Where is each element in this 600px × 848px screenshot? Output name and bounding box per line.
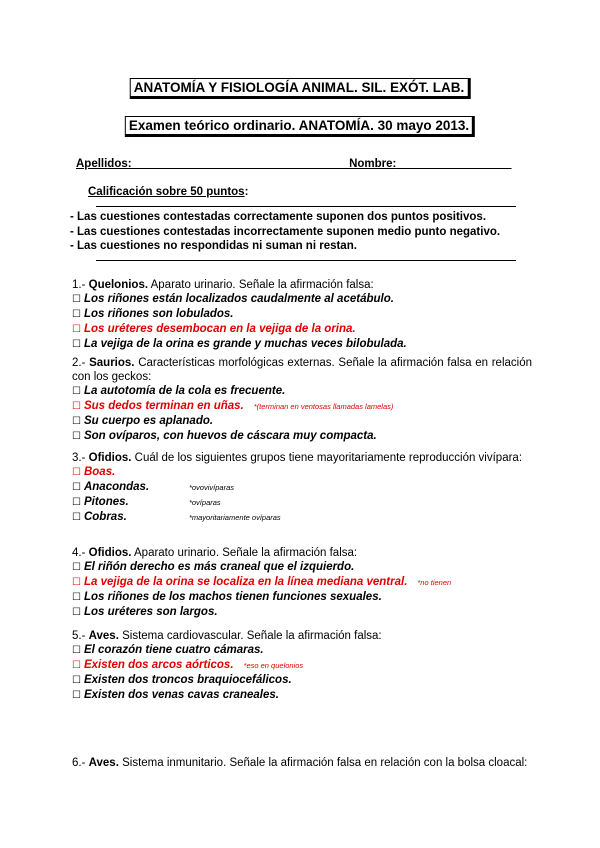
checkbox-icon[interactable]: ☐ (72, 497, 81, 508)
exam-subtitle: Examen teórico ordinario. ANATOMÍA. 30 mayo 2013. (125, 116, 475, 137)
question-stem: 5.- Aves. Sistema cardiovascular. Señale la afirmación falsa: (72, 630, 382, 642)
option-b-answer[interactable]: ☐ Existen dos arcos aórticos. *eso en quelonios (72, 659, 304, 671)
option-b-answer[interactable]: ☐ La vejiga de la orina se localiza en la línea mediana ventral. *no tienen (72, 576, 452, 588)
rule-unanswered: - Las cuestiones no respondidas ni suman ni restan. (70, 240, 357, 252)
checkbox-icon[interactable]: ☐ (72, 401, 81, 412)
question-stem: 4.- Ofidios. Aparato urinario. Señale la afirmación falsa: (72, 547, 358, 559)
checkbox-icon[interactable]: ☐ (72, 416, 81, 427)
checkbox-icon[interactable]: ☐ (72, 512, 81, 523)
option-d[interactable]: ☐ Los uréteres son largos. (72, 606, 218, 618)
option-b[interactable]: ☐ Anacondas. *ovovivíparas (72, 481, 234, 493)
option-c[interactable]: ☐ Los riñones de los machos tienen funciones sexuales. (72, 591, 382, 603)
divider-top (96, 206, 516, 207)
checkbox-icon[interactable]: ☐ (72, 339, 81, 350)
checkbox-icon[interactable]: ☐ (72, 324, 81, 335)
option-c[interactable]: ☐ Existen dos troncos braquiocefálicos. (72, 674, 292, 686)
checkbox-icon[interactable]: ☐ (72, 675, 81, 686)
option-a[interactable]: ☐ La autotomía de la cola es frecuente. (72, 385, 286, 397)
question-stem: 1.- Quelonios. Aparato urinario. Señale la afirmación falsa: (72, 279, 374, 291)
question-1 (72, 278, 532, 352)
option-c[interactable]: ☐ Su cuerpo es aplanado. (72, 415, 214, 427)
question-stem: 3.- Ofidios. Cuál de los siguientes grupos tiene mayoritariamente reproducción vivípara: (72, 452, 523, 464)
rule-correct: - Las cuestiones contestadas correctamente suponen dos puntos positivos. (70, 211, 487, 223)
answer-note: *eso en quelonios (243, 661, 304, 670)
surname-field-label: Apellidos:__________________________________Nombre:__________________ (76, 158, 512, 170)
checkbox-icon[interactable]: ☐ (72, 690, 81, 701)
answer-note: *no tienen (417, 578, 452, 587)
question-2 (72, 356, 532, 444)
question-6 (72, 756, 532, 770)
option-b-answer[interactable]: ☐ Sus dedos terminan en uñas. *(terminan en ventosas llamadas lamelas) (72, 400, 394, 412)
option-b[interactable]: ☐ Los riñones son lobulados. (72, 308, 234, 320)
question-5 (72, 629, 532, 703)
divider-bottom (96, 260, 516, 261)
question-3 (72, 451, 532, 525)
option-d[interactable]: ☐ Son ovíparos, con huevos de cáscara muy compacta. (72, 430, 377, 442)
checkbox-icon[interactable]: ☐ (72, 645, 81, 656)
answer-note: *ovovivíparas (188, 483, 234, 492)
question-stem: 6.- Aves. Sistema inmunitario. Señale la afirmación falsa en relación con la bolsa cloacal: (72, 757, 528, 769)
checkbox-icon[interactable]: ☐ (72, 309, 81, 320)
checkbox-icon[interactable]: ☐ (72, 431, 81, 442)
checkbox-icon[interactable]: ☐ (72, 294, 81, 305)
option-c[interactable]: ☐ Pitones. *ovíparas (72, 496, 221, 508)
option-a[interactable]: ☐ El riñón derecho es más craneal que el izquierdo. (72, 561, 355, 573)
checkbox-icon[interactable]: ☐ (72, 592, 81, 603)
answer-note: *ovíparas (188, 498, 221, 507)
exam-title: ANATOMÍA Y FISIOLOGÍA ANIMAL. SIL. EXÓT. LAB. (130, 78, 471, 99)
option-a-answer[interactable]: ☐ Boas. (72, 466, 116, 478)
question-stem: 2.- Saurios. Características morfológicas externas. Señale la afirmación falsa en relación con los geckos: (72, 357, 532, 383)
checkbox-icon[interactable]: ☐ (72, 577, 81, 588)
option-c-answer[interactable]: ☐ Los uréteres desembocan en la vejiga de la orina. (72, 323, 356, 335)
checkbox-icon[interactable]: ☐ (72, 386, 81, 397)
checkbox-icon[interactable]: ☐ (72, 660, 81, 671)
answer-note: *mayoritariamente ovíparas (188, 513, 281, 522)
checkbox-icon[interactable]: ☐ (72, 467, 81, 478)
rule-incorrect: - Las cuestiones contestadas incorrectamente suponen medio punto negativo. (70, 226, 501, 238)
checkbox-icon[interactable]: ☐ (72, 607, 81, 618)
question-4 (72, 546, 532, 620)
option-a[interactable]: ☐ Los riñones están localizados caudalmente al acetábulo. (72, 293, 394, 305)
option-d[interactable]: ☐ Existen dos venas cavas craneales. (72, 689, 279, 701)
grade-label: Calificación sobre 50 puntos: (88, 186, 249, 198)
option-d[interactable]: ☐ Cobras. *mayoritariamente ovíparas (72, 511, 281, 523)
option-a[interactable]: ☐ El corazón tiene cuatro cámaras. (72, 644, 264, 656)
option-d[interactable]: ☐ La vejiga de la orina es grande y muchas veces bilobulada. (72, 338, 407, 350)
checkbox-icon[interactable]: ☐ (72, 482, 81, 493)
checkbox-icon[interactable]: ☐ (72, 562, 81, 573)
answer-note: *(terminan en ventosas llamadas lamelas) (253, 402, 394, 411)
